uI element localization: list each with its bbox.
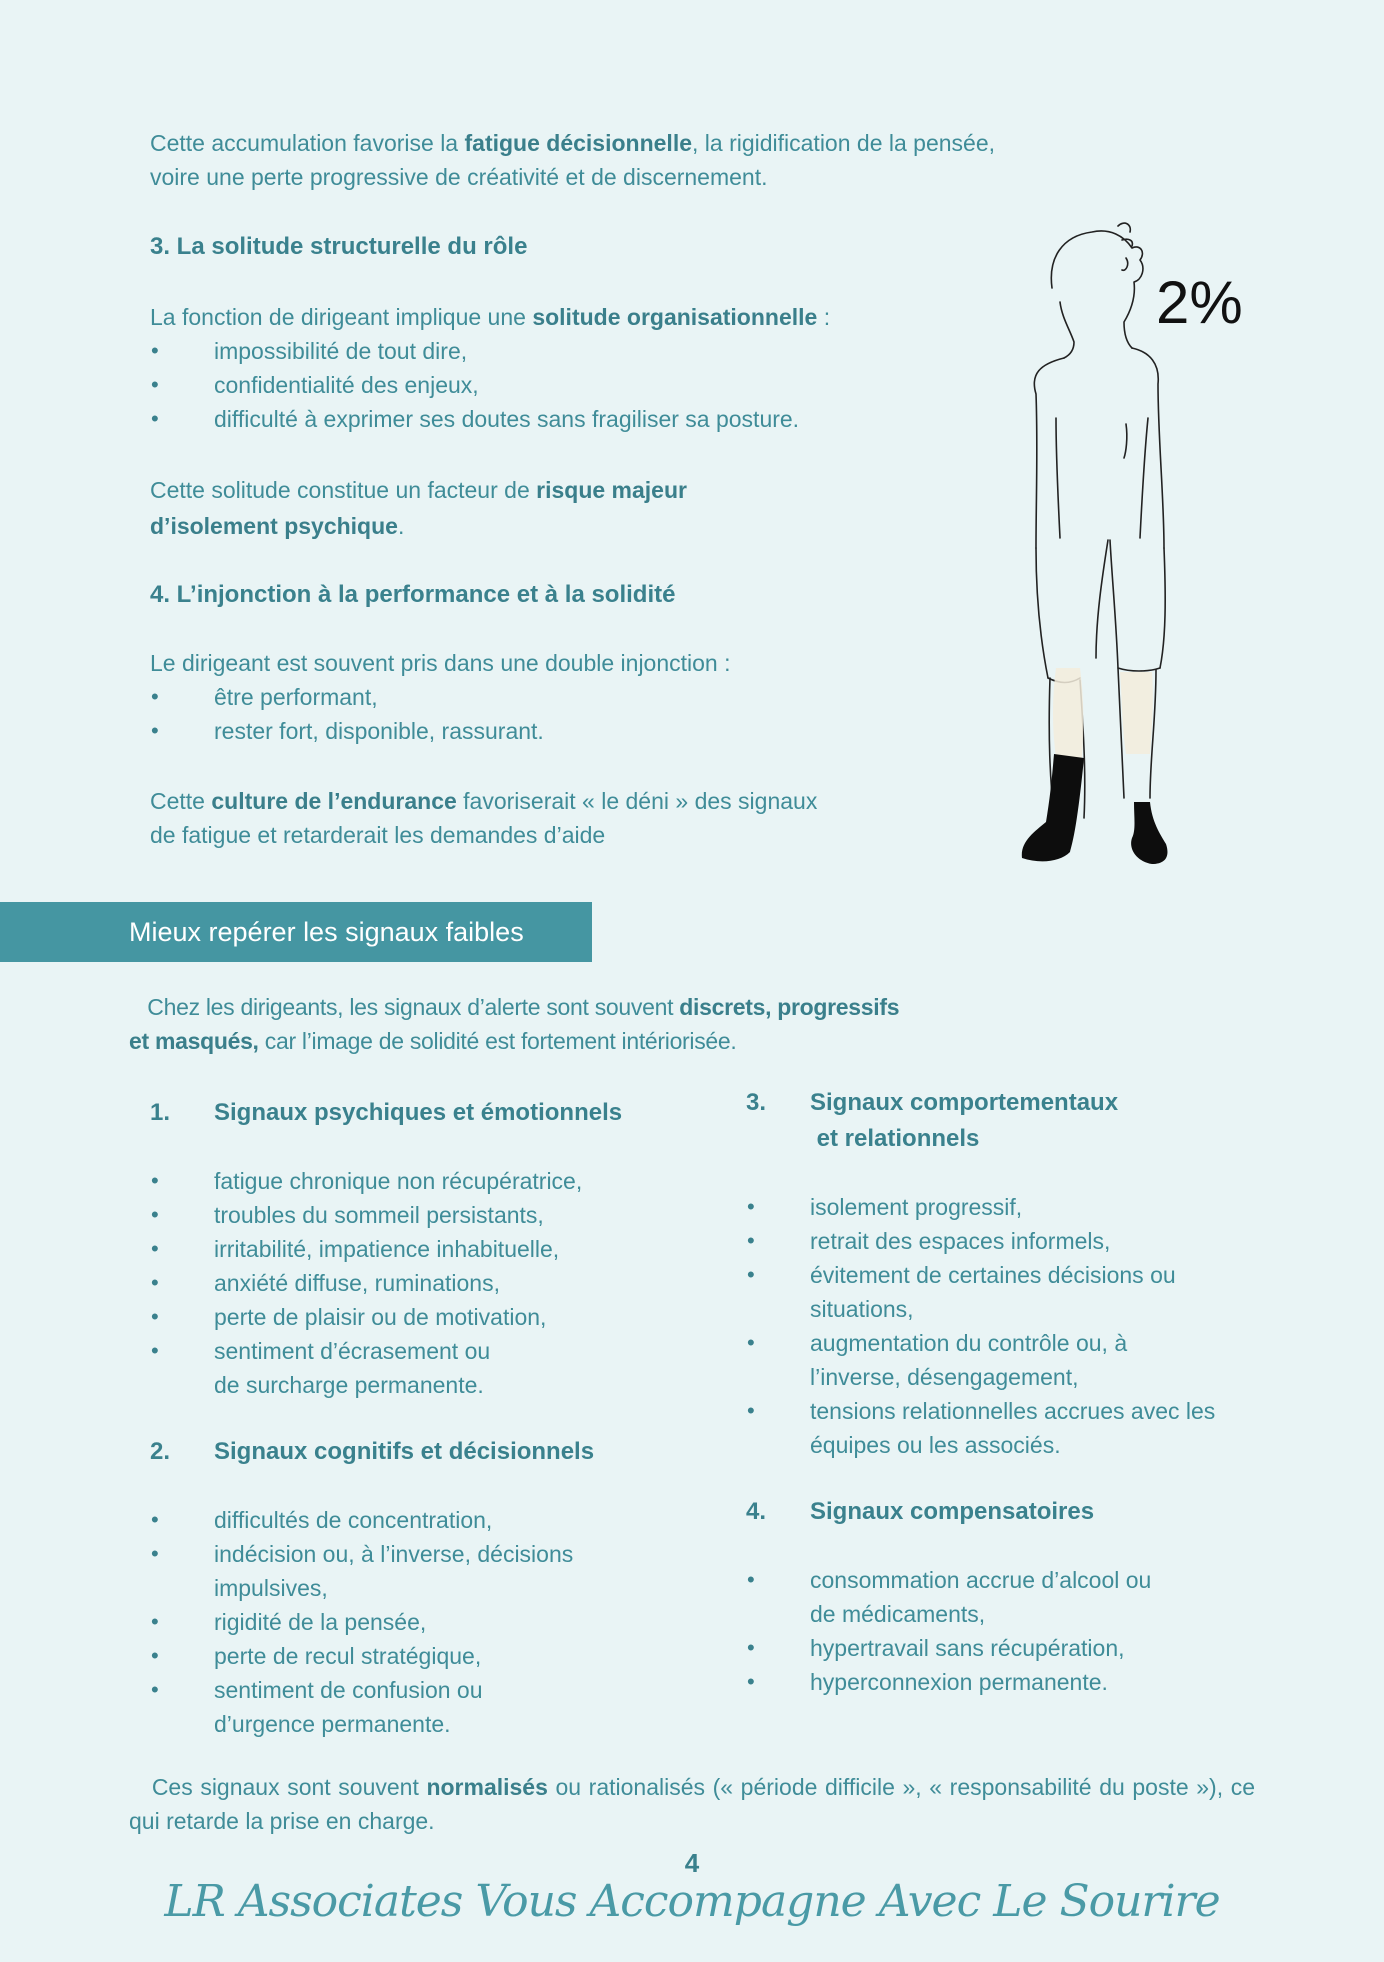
bold-text: culture de l’endurance	[211, 788, 457, 814]
list-item: • tensions relationnelles accrues avec les équipes ou les associés.	[746, 1394, 1230, 1462]
bold-text: discrets, progressifs	[679, 994, 900, 1020]
group-4-list	[746, 1563, 1206, 1699]
section-banner: Mieux repérer les signaux faibles	[0, 902, 592, 962]
list-item: • hyperconnexion permanente.	[746, 1665, 1206, 1699]
list-item: • irritabilité, impatience inhabituelle,	[150, 1232, 620, 1266]
list-item: • augmentation du contrôle ou, à l’inverse, désengagement,	[746, 1326, 1190, 1394]
list-item: • rigidité de la pensée,	[150, 1605, 620, 1639]
text: La fonction de dirigeant implique une	[150, 304, 533, 330]
group-1-list	[150, 1164, 620, 1402]
list-item: • sentiment de confusion ou d’urgence permanente.	[150, 1673, 544, 1741]
intro-text: , la rigidification de la pensée,	[692, 130, 996, 156]
intro-paragraph	[150, 126, 1130, 194]
group-3-title	[746, 1085, 1118, 1157]
section-3-intro	[150, 300, 950, 334]
bold-text: normalisés	[426, 1774, 548, 1800]
list-item: • retrait des espaces informels,	[746, 1224, 1206, 1258]
list-item: • fatigue chronique non récupératrice,	[150, 1164, 620, 1198]
list-item: • isolement progressif,	[746, 1190, 1206, 1224]
group-1-title	[150, 1095, 622, 1131]
section-4-intro: Le dirigeant est souvent pris dans une double injonction :	[150, 650, 731, 676]
text: car l’image de solidité est fortement intériorisée.	[258, 1028, 737, 1054]
group-title: Signaux comportementaux	[810, 1089, 1119, 1116]
list-item: • indécision ou, à l’inverse, décisions impulsives,	[150, 1537, 624, 1605]
text: de fatigue et retarderait les demandes d’aide	[150, 822, 606, 848]
list-item: • perte de recul stratégique,	[150, 1639, 620, 1673]
bold-text: solitude organisationnelle	[532, 304, 818, 330]
text: .	[397, 513, 405, 539]
intro-text: voire une perte progressive de créativité et de discernement.	[150, 164, 768, 190]
text: Cette solitude constitue un facteur de	[150, 477, 537, 503]
text: Ces signaux sont souvent	[151, 1774, 427, 1800]
bold-text: risque majeur	[536, 477, 687, 503]
section-4-title: 4. L’injonction à la performance et à la solidité	[150, 581, 676, 608]
text: Cette	[150, 788, 212, 814]
list-item: • hypertravail sans récupération,	[746, 1631, 1206, 1665]
section-4-conclusion	[150, 784, 930, 852]
page-number: 4	[684, 1848, 700, 1878]
list-item: • être performant,	[150, 680, 950, 714]
list-item: • rester fort, disponible, rassurant.	[150, 714, 950, 748]
list-item: • sentiment d’écrasement ou de surcharge permanente.	[150, 1334, 504, 1402]
group-2-list	[150, 1503, 620, 1741]
list-item: • consommation accrue d’alcool ou de médicaments,	[746, 1563, 1170, 1631]
group-title: et relationnels	[810, 1125, 980, 1152]
bold-text: et masqués,	[129, 1028, 259, 1054]
group-number: 4.	[746, 1498, 767, 1525]
section-3-list	[150, 334, 950, 436]
list-item: • anxiété diffuse, ruminations,	[150, 1266, 620, 1300]
list-item: • troubles du sommeil persistants,	[150, 1198, 620, 1232]
section-3-conclusion	[150, 472, 870, 544]
list-item: • impossibilité de tout dire,	[150, 334, 950, 368]
section-3-title: 3. La solitude structurelle du rôle	[150, 233, 528, 260]
signature: LR Associates Vous Accompagne Avec Le Sourire	[164, 1876, 1220, 1927]
signals-intro	[129, 990, 1029, 1058]
text: ou rationalisés (« période difficile », « responsabilité du poste »), ce qui retarde la prise en charge.	[129, 1774, 1255, 1834]
group-title: Signaux psychiques et émotionnels	[214, 1099, 623, 1126]
bold-text: d’isolement psychique	[150, 513, 398, 539]
list-item: • évitement de certaines décisions ou situations,	[746, 1258, 1210, 1326]
section-4-list	[150, 680, 950, 748]
list-item: • difficultés de concentration,	[150, 1503, 620, 1537]
text: favoriserait « le déni » des signaux	[456, 788, 818, 814]
list-item: • difficulté à exprimer ses doutes sans fragiliser sa posture.	[150, 402, 950, 436]
group-3-list	[746, 1190, 1216, 1462]
group-2-title	[150, 1434, 594, 1470]
group-number: 1.	[150, 1099, 171, 1126]
list-item: • perte de plaisir ou de motivation,	[150, 1300, 620, 1334]
closing-paragraph	[129, 1770, 1255, 1838]
group-4-title	[746, 1494, 1094, 1530]
group-number: 3.	[746, 1089, 767, 1116]
intro-bold: fatigue décisionnelle	[464, 130, 692, 156]
list-item: • confidentialité des enjeux,	[150, 368, 950, 402]
group-number: 2.	[150, 1438, 171, 1465]
percentage-label: 2%	[1156, 269, 1243, 336]
group-title: Signaux compensatoires	[810, 1498, 1095, 1525]
text: :	[817, 304, 831, 330]
group-title: Signaux cognitifs et décisionnels	[214, 1438, 595, 1465]
text: Chez les dirigeants, les signaux d’alerte sont souvent	[147, 994, 680, 1020]
intro-text: Cette accumulation favorise la	[150, 130, 465, 156]
